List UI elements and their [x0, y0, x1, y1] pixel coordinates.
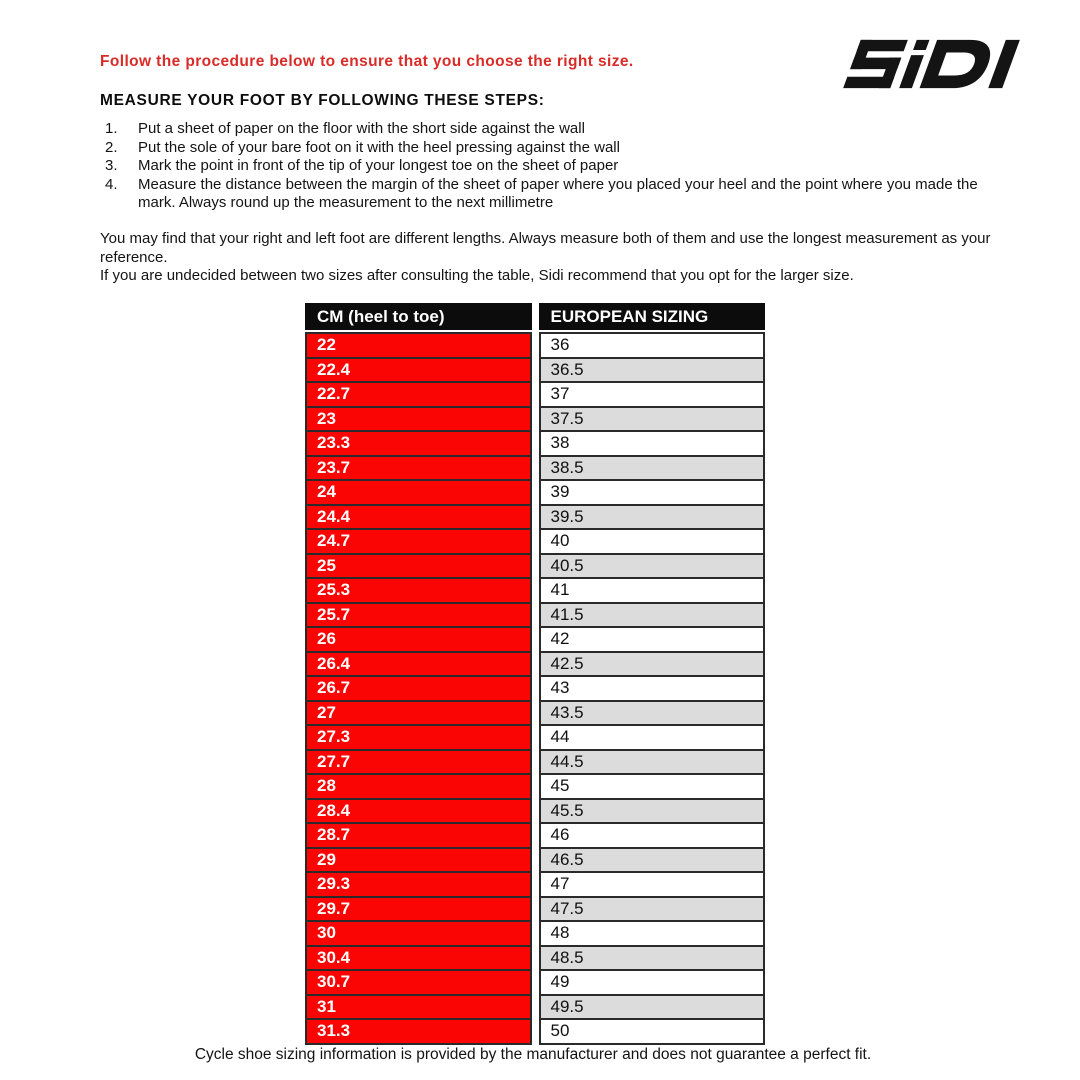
table-row	[305, 406, 765, 433]
note-larger-size: If you are undecided between two sizes after consulting the table, Sidi recommend that you opt for the larger size.	[100, 267, 854, 285]
step-text: Mark the point in front of the tip of your longest toe on the sheet of paper	[138, 157, 619, 175]
cm-cell: 30.4	[305, 945, 532, 972]
cm-cell: 31	[305, 994, 532, 1021]
eu-cell: 39	[539, 479, 766, 506]
table-row	[305, 602, 765, 629]
cm-cell: 29	[305, 847, 532, 874]
step-item	[100, 120, 985, 139]
eu-cell: 36.5	[539, 357, 766, 384]
table-row	[305, 1018, 765, 1045]
table-row	[305, 430, 765, 457]
table-row	[305, 381, 765, 408]
table-row	[305, 773, 765, 800]
eu-cell: 43.5	[539, 700, 766, 727]
cm-cell: 29.3	[305, 871, 532, 898]
eu-cell: 44	[539, 724, 766, 751]
table-row	[305, 577, 765, 604]
step-text: Put a sheet of paper on the floor with the short side against the wall	[138, 120, 585, 137]
table-row	[305, 871, 765, 898]
table-row	[305, 994, 765, 1021]
size-table-header	[305, 303, 765, 330]
cm-cell: 26.7	[305, 675, 532, 702]
table-row	[305, 896, 765, 923]
eu-cell: 41.5	[539, 602, 766, 629]
table-row	[305, 553, 765, 580]
steps-list	[100, 120, 985, 213]
table-row	[305, 700, 765, 727]
eu-cell: 49.5	[539, 994, 766, 1021]
cm-cell: 31.3	[305, 1018, 532, 1045]
cm-cell: 28.7	[305, 822, 532, 849]
cm-cell: 24	[305, 479, 532, 506]
intro-warning-text: Follow the procedure below to ensure that you choose the right size.	[100, 53, 634, 70]
cm-cell: 25	[305, 553, 532, 580]
cm-cell: 30	[305, 920, 532, 947]
step-text: Put the sole of your bare foot on it with the heel pressing against the wall	[138, 138, 620, 156]
note-both-feet: You may find that your right and left foot are different lengths. Always measure both of them and use the longest measurement as your reference.	[100, 230, 991, 266]
cm-cell: 23	[305, 406, 532, 433]
table-row	[305, 724, 765, 751]
table-row	[305, 675, 765, 702]
eu-cell: 47.5	[539, 896, 766, 923]
cm-cell: 27.3	[305, 724, 532, 751]
eu-cell: 41	[539, 577, 766, 604]
sidi-logo	[833, 36, 1038, 92]
cm-cell: 28.4	[305, 798, 532, 825]
table-row	[305, 651, 765, 678]
table-row	[305, 945, 765, 972]
eu-cell: 43	[539, 675, 766, 702]
table-row	[305, 822, 765, 849]
cm-cell: 28	[305, 773, 532, 800]
cm-cell: 24.7	[305, 528, 532, 555]
size-table	[305, 303, 765, 1045]
cm-cell: 25.7	[305, 602, 532, 629]
eu-cell: 50	[539, 1018, 766, 1045]
step-number: 1.	[105, 120, 118, 137]
eu-cell: 46	[539, 822, 766, 849]
cm-cell: 27	[305, 700, 532, 727]
cm-column-header: CM (heel to toe)	[305, 303, 532, 330]
cm-cell: 23.3	[305, 430, 532, 457]
table-row	[305, 455, 765, 482]
cm-cell: 22	[305, 332, 532, 359]
table-row	[305, 969, 765, 996]
table-row	[305, 626, 765, 653]
cm-cell: 23.7	[305, 455, 532, 482]
measurement-notes	[100, 230, 995, 286]
cm-cell: 26.4	[305, 651, 532, 678]
eu-cell: 46.5	[539, 847, 766, 874]
table-row	[305, 332, 765, 359]
cm-cell: 25.3	[305, 577, 532, 604]
eu-cell: 40	[539, 528, 766, 555]
footer-disclaimer: Cycle shoe sizing information is provided by the manufacturer and does not guarantee a perfect fit.	[194, 1046, 872, 1063]
table-row	[305, 528, 765, 555]
table-row	[305, 357, 765, 384]
step-item	[100, 157, 985, 176]
eu-cell: 36	[539, 332, 766, 359]
eu-cell: 38	[539, 430, 766, 457]
steps-title: MEASURE YOUR FOOT BY FOLLOWING THESE STEPS:	[100, 92, 545, 109]
size-table-body	[305, 332, 765, 1045]
eu-cell: 47	[539, 871, 766, 898]
eu-cell: 37.5	[539, 406, 766, 433]
sidi-logo-icon	[833, 36, 1038, 92]
table-row	[305, 479, 765, 506]
eu-cell: 48.5	[539, 945, 766, 972]
step-item	[100, 139, 985, 158]
cm-cell: 22.7	[305, 381, 532, 408]
step-item	[100, 176, 985, 213]
eu-cell: 37	[539, 381, 766, 408]
step-number: 4.	[105, 175, 118, 193]
table-row	[305, 749, 765, 776]
cm-cell: 29.7	[305, 896, 532, 923]
cm-cell: 30.7	[305, 969, 532, 996]
eu-cell: 49	[539, 969, 766, 996]
table-row	[305, 798, 765, 825]
table-row	[305, 847, 765, 874]
eu-cell: 45.5	[539, 798, 766, 825]
table-row	[305, 504, 765, 531]
eu-cell: 40.5	[539, 553, 766, 580]
eu-cell: 42	[539, 626, 766, 653]
eu-column-header: EUROPEAN SIZING	[539, 303, 766, 330]
eu-cell: 44.5	[539, 749, 766, 776]
cm-cell: 22.4	[305, 357, 532, 384]
eu-cell: 48	[539, 920, 766, 947]
step-number: 2.	[105, 138, 118, 156]
cm-cell: 27.7	[305, 749, 532, 776]
cm-cell: 24.4	[305, 504, 532, 531]
eu-cell: 38.5	[539, 455, 766, 482]
eu-cell: 45	[539, 773, 766, 800]
cm-cell: 26	[305, 626, 532, 653]
step-number: 3.	[105, 157, 118, 175]
eu-cell: 39.5	[539, 504, 766, 531]
table-row	[305, 920, 765, 947]
eu-cell: 42.5	[539, 651, 766, 678]
step-text: Measure the distance between the margin of the sheet of paper where you placed your heel and the point where you made the mark. Always round up the measurement to the next millimetre	[138, 175, 978, 212]
